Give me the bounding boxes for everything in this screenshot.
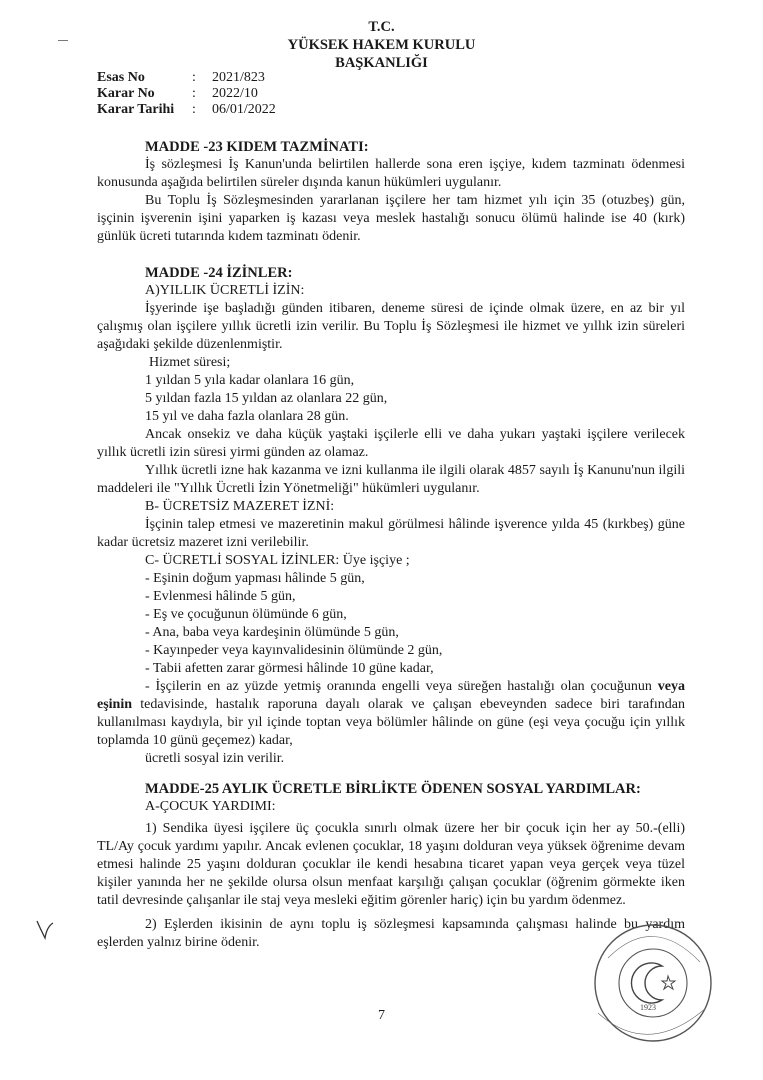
item-7-text-a: - İşçilerin en az yüzde yetmiş oranında engelli veya süreğen hastalığı olan çocuğunun (145, 679, 658, 694)
initial-mark-icon (34, 918, 56, 940)
header-line-tc: T.C. (368, 19, 395, 35)
section-b-paragraph: İşçinin talep etmesi ve mazeretinin makul görülmesi hâlinde işverence yılda 45 (kırkbeş) güne kadar ücretsiz mazeret izni verilebilir. (97, 517, 685, 550)
page-number: 7 (378, 1008, 385, 1023)
tarih-label: Karar Tarihi (97, 102, 175, 117)
section-a-paragraph-2: Ancak onsekiz ve daha küçük yaştaki işçilerle elli ve daha yukarı yaştaki işçilere verilecek yıllık ücretli izin süresi yirmi günden az olamaz. (97, 427, 685, 460)
official-seal-icon (588, 918, 718, 1048)
section-a-paragraph-3: Yıllık ücretli izne hak kazanma ve izni kullanma ile ilgili olarak 4857 sayılı İş Kanunu'nun ilgili maddeleri ile "Yıllık Ücretli İzin Yönetmeliği" hükümleri uygulanır. (97, 463, 685, 496)
section-b-title: B- ÜCRETSİZ MAZERET İZNİ: (145, 499, 335, 514)
service-period-2: 5 yıldan fazla 15 yıldan az olanlara 22 gün, (145, 391, 388, 406)
article-23-paragraph-2: Bu Toplu İş Sözleşmesinden yararlanan işçilere her tam hizmet yılı için 35 (otuzbeş) gün, işçinin işverenin işini yaparken iş kazası veya meslek hastalığı sonucu ölümü halinde ise 40 (kırk) günlük ücreti tutarında kıdem tazminatı ödenir. (97, 193, 685, 244)
article-24-title: MADDE -24 İZİNLER: (145, 265, 293, 281)
article-23 (97, 138, 685, 246)
esas-row (97, 70, 276, 86)
seal-year: 1923 (640, 1003, 656, 1012)
item-7-bold: veya eşinin (97, 679, 685, 712)
social-leave-item-1: - Eşinin doğum yapması hâlinde 5 gün, (145, 571, 365, 586)
header-line-institution: YÜKSEK HAKEM KURULU (287, 37, 476, 53)
esas-label: Esas No (97, 70, 145, 85)
child-aid-title: A-ÇOCUK YARDIMI: (145, 799, 276, 814)
karar-value: 2022/10 (212, 86, 258, 101)
case-meta (97, 70, 276, 118)
colon: : (192, 70, 196, 85)
article-23-paragraph-1: İş sözleşmesi İş Kanun'unda belirtilen hallerde sona eren işçiye, kıdem tazminatı ödenmesi konusunda aşağıda belirtilen süreler dışında kanun hükümleri uygulanır. (97, 157, 685, 190)
section-c-title: C- ÜCRETLİ SOSYAL İZİNLER: Üye işçiye ; (145, 553, 410, 568)
social-leave-item-5: - Kayınpeder veya kayınvalidesinin ölümünde 2 gün, (145, 643, 443, 658)
tarih-row (97, 102, 276, 118)
colon: : (192, 86, 196, 101)
document-header (0, 18, 763, 72)
karar-row (97, 86, 276, 102)
section-a-title: A)YILLIK ÜCRETLİ İZİN: (145, 283, 305, 298)
social-leave-item-2: - Evlenmesi hâlinde 5 gün, (145, 589, 296, 604)
article-23-title: MADDE -23 KIDEM TAZMİNATI: (145, 139, 369, 155)
child-aid-paragraph-2: 2) Eşlerden ikisinin de aynı toplu iş sözleşmesi kapsamında çalışması halinde bu yardım eşlerden yalnız birine ödenir. (97, 917, 685, 950)
social-leave-closing: ücretli sosyal izin verilir. (145, 751, 285, 766)
esas-value: 2021/823 (212, 70, 265, 85)
service-period-3: 15 yıl ve daha fazla olanlara 28 gün. (145, 409, 349, 424)
colon: : (192, 102, 196, 117)
header-line-office: BAŞKANLIĞI (335, 55, 428, 71)
service-period-1: 1 yıldan 5 yıla kadar olanlara 16 gün, (145, 373, 355, 388)
item-7-text-b: tedavisinde, hastalık raporuna dayalı olarak ve çalışan ebeveynden sadece biri tarafından kullanılması kaydıyla, bir yıl içinde toptan veya bölümler hâlinde on güne (eşi veya çocuğu için yıllık toplamda 10 günü geçemez) kadar, (97, 697, 685, 748)
social-leave-item-4: - Ana, baba veya kardeşinin ölümünde 5 gün, (145, 625, 399, 640)
karar-label: Karar No (97, 86, 155, 101)
article-25-title: MADDE-25 AYLIK ÜCRETLE BİRLİKTE ÖDENEN SOSYAL YARDIMLAR: (145, 781, 641, 797)
article-24 (97, 264, 685, 768)
social-leave-item-7 (97, 678, 685, 750)
tarih-value: 06/01/2022 (212, 102, 276, 117)
section-a-paragraph-1: İşyerinde işe başladığı günden itibaren, deneme süresi de içinde olmak üzere, en az bir yıl çalışmış olan işçilere yıllık ücretli izin verilir. Bu Toplu İş Sözleşmesi ile hizmet ve yıllık izin süreleri aşağıdaki şekilde düzenlenmiştir. (97, 301, 685, 352)
service-period-label: Hizmet süresi; (149, 355, 231, 370)
social-leave-item-6: - Tabii afetten zarar görmesi hâlinde 10 güne kadar, (145, 661, 434, 676)
child-aid-paragraph-1: 1) Sendika üyesi işçilere üç çocukla sınırlı olmak üzere her bir çocuk için her ay 50.-(elli) TL/Ay çocuk yardımı yapılır. Ancak evlenen çocuklar, 18 yaşını dolduran veya yüksek öğrenime devam etmesi halinde 25 yaşını dolduran çocuklar ile kendi hesabına ticaret yapan veya gerçek veya tüzel kişiler yanında her ne şekilde olursa olsun menfaat karşılığı çalışan çocuklar (öğrenim görmekte iken tatil devresinde çalışanlar ile staj veya mesleki eğitim görenler hariç) için bu yardım ödenmez. (97, 821, 685, 908)
social-leave-item-3: - Eş ve çocuğunun ölümünde 6 gün, (145, 607, 347, 622)
